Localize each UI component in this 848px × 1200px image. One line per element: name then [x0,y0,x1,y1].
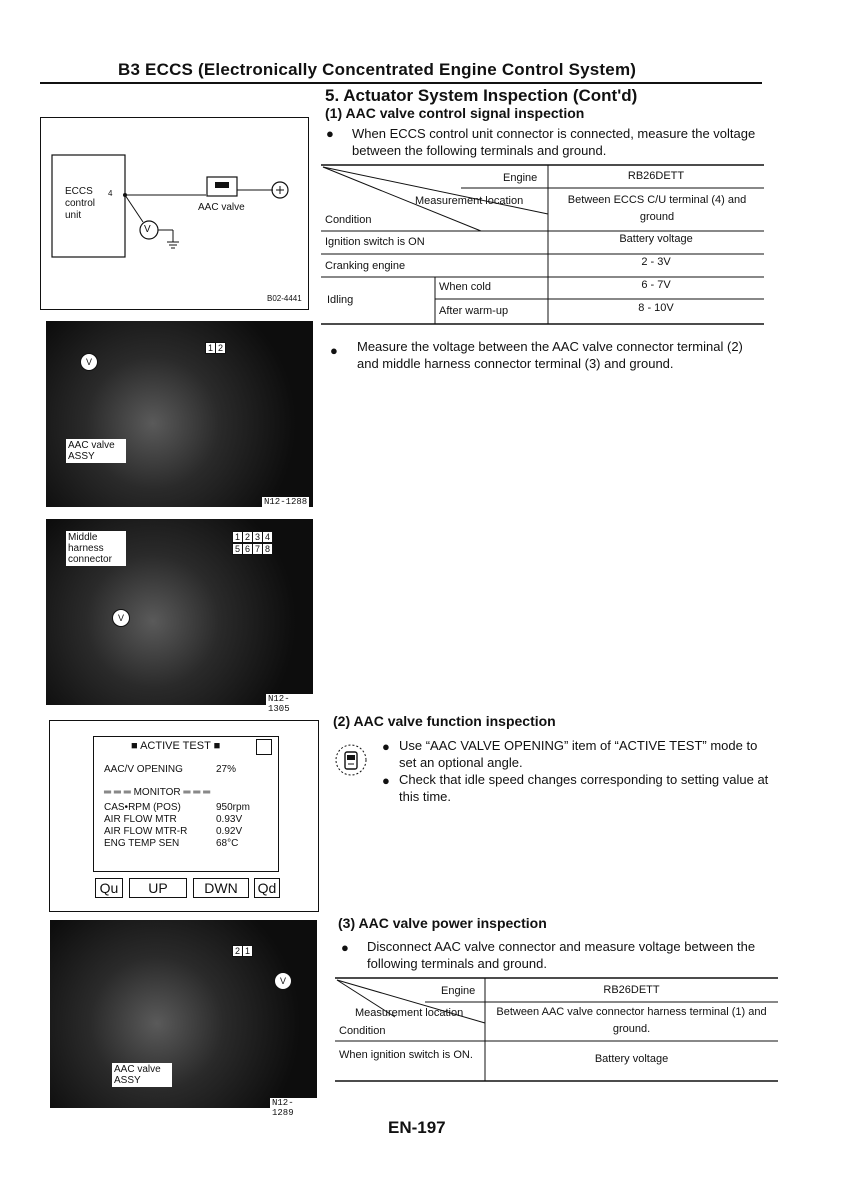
spec-table-2 [335,977,778,1083]
terminal-number: 2 [233,946,243,956]
monitor-key: AIR FLOW MTR-R [104,826,188,837]
table1-idling-sub: When cold [439,281,491,293]
connector-row [232,531,273,543]
bullet-dot: ● [382,739,390,754]
sec1-title: (1) AAC valve control signal inspection [325,105,585,121]
photo-code: N12-1305 [266,694,313,714]
table2-engine-label: Engine [441,985,476,997]
table1-idling-label: Idling [327,294,354,306]
monitor-row [104,838,238,850]
page-title: B3 ECCS (Electronically Concentrated Engine Control System) [118,60,637,79]
monitor-value: 0.93V [216,814,243,825]
photo-code: N12-1288 [264,497,308,507]
title-rule [40,82,762,84]
table2-measurement-label: Measurement location [355,1007,464,1019]
table1-condition-label: Condition [325,214,372,226]
bullet-dot: ● [326,126,334,141]
consult-screen-frame [49,720,319,912]
monitor-value: 950rpm [216,802,250,813]
terminal-number: 2 [243,532,253,542]
monitor-label: MONITOR [133,787,181,798]
table1-engine-label: Engine [503,172,538,184]
ecu-label: ECCS control unit [65,186,96,221]
qd-button[interactable]: Qd [254,878,280,898]
terminal-number: 6 [243,544,253,554]
consult-item-row [104,764,236,776]
consult-header-text: ACTIVE TEST [140,740,211,752]
terminal-number: 1 [206,343,216,353]
sec3-title: (3) AAC valve power inspection [338,915,547,931]
table1-row-condition: Ignition switch is ON [325,236,425,248]
sec2-bullet2: Check that idle speed changes corresponding to setting value at this time. [399,772,769,804]
terminal-number: 1 [233,532,243,542]
table1-idling-sub: After warm-up [439,305,509,317]
table2-engine-value: RB26DETT [603,984,660,996]
spec-table-1 [321,164,764,326]
sec3-bullet1: Disconnect AAC valve connector and measure voltage between the following terminals and ground. [367,939,756,971]
figure-code: B02-4441 [267,294,302,303]
qu-button[interactable]: Qu [95,878,123,898]
photo-aac-valve [46,321,313,507]
monitor-row [104,826,242,838]
square-marker-icon: ■ [131,740,141,752]
table1-row-value: Battery voltage [619,233,693,245]
sec2-bullet1: Use “AAC VALVE OPENING” item of “ACTIVE TEST” mode to set an optional angle. [399,738,758,770]
monitor-row [104,814,242,826]
table1-engine-value: RB26DETT [627,170,685,182]
photo-middle-harness-connector [46,519,313,714]
terminal-number: 7 [253,544,263,554]
sec1-bullet1: When ECCS control unit connector is connected, measure the voltage between the following terminals and ground. [352,126,756,158]
terminal-number: 5 [233,544,243,554]
table1-measurement-value: Between ECCS C/U terminal (4) and ground [567,194,747,223]
aac-valve-label: AAC valve [198,202,245,213]
photo-code: N12-1289 [270,1098,317,1118]
bullet-dot: ● [341,940,349,955]
photo-label: AAC valve ASSY [66,439,126,463]
checkbox-icon[interactable] [256,739,272,755]
photo-aac-valve-power [50,920,317,1118]
up-button[interactable]: UP [129,878,187,898]
monitor-value: 0.92V [216,826,243,837]
consult-tool-icon [334,743,368,777]
terminal-number: 1 [245,946,251,956]
double-bar-icon: ═ ═ ═ [104,787,134,798]
consult-tool-icon-graphic [334,743,368,777]
table1-measurement-label: Measurement location [415,195,524,207]
table2-measurement-value: Between AAC valve connector harness terminal (1) and ground. [496,1006,767,1035]
table1-idling-value: 8 - 10V [638,302,674,314]
consult-display [93,736,279,872]
connector-diagram [232,531,273,555]
monitor-row [104,802,250,814]
photo-label: AAC valve ASSY [112,1063,172,1087]
table2-condition-label: Condition [339,1025,386,1037]
voltmeter-icon: V [274,972,292,990]
connector-diagram [205,342,226,354]
monitor-key: AIR FLOW MTR [104,814,177,825]
monitor-key: ENG TEMP SEN [104,838,180,849]
consult-item-value: 27% [216,764,237,775]
connector-diagram [232,945,253,957]
table1-idling-value: 6 - 7V [641,279,671,291]
bullet-dot: ● [382,773,390,788]
monitor-value: 68°C [216,838,239,849]
voltmeter-icon: V [112,609,130,627]
ecu-pin-label: 4 [108,189,113,198]
voltmeter-label: V [144,224,151,235]
sec2-title: (2) AAC valve function inspection [333,713,556,729]
table1-row-condition: Cranking engine [325,260,406,272]
connector-row [232,543,273,555]
monitor-divider [104,787,210,798]
page-number: EN-197 [388,1118,446,1137]
square-marker-icon: ■ [210,740,221,752]
monitor-key: CAS•RPM (POS) [104,802,181,813]
double-bar-icon: ═ ═ ═ [180,787,211,798]
section-title: 5. Actuator System Inspection (Cont'd) [325,86,638,105]
photo-label: Middle harness connector [66,531,126,566]
consult-item-key: AAC/V OPENING [104,764,183,775]
dwn-button[interactable]: DWN [193,878,249,898]
sec1-bullet2: Measure the voltage between the AAC valve connector terminal (2) and middle harness connector terminal (3) and ground. [357,339,743,371]
bullet-dot: ● [330,343,338,358]
table2-row-value: Battery voltage [594,1053,669,1065]
wiring-diagram [40,117,309,310]
consult-header [131,740,220,752]
voltmeter-icon: V [80,353,98,371]
terminal-number: 4 [265,532,271,542]
terminal-number: 2 [218,343,224,353]
terminal-number: 3 [253,532,263,542]
table2-row-condition: When ignition switch is ON. [339,1049,473,1061]
table1-row-value: 2 - 3V [641,256,671,268]
terminal-number: 8 [265,544,271,554]
